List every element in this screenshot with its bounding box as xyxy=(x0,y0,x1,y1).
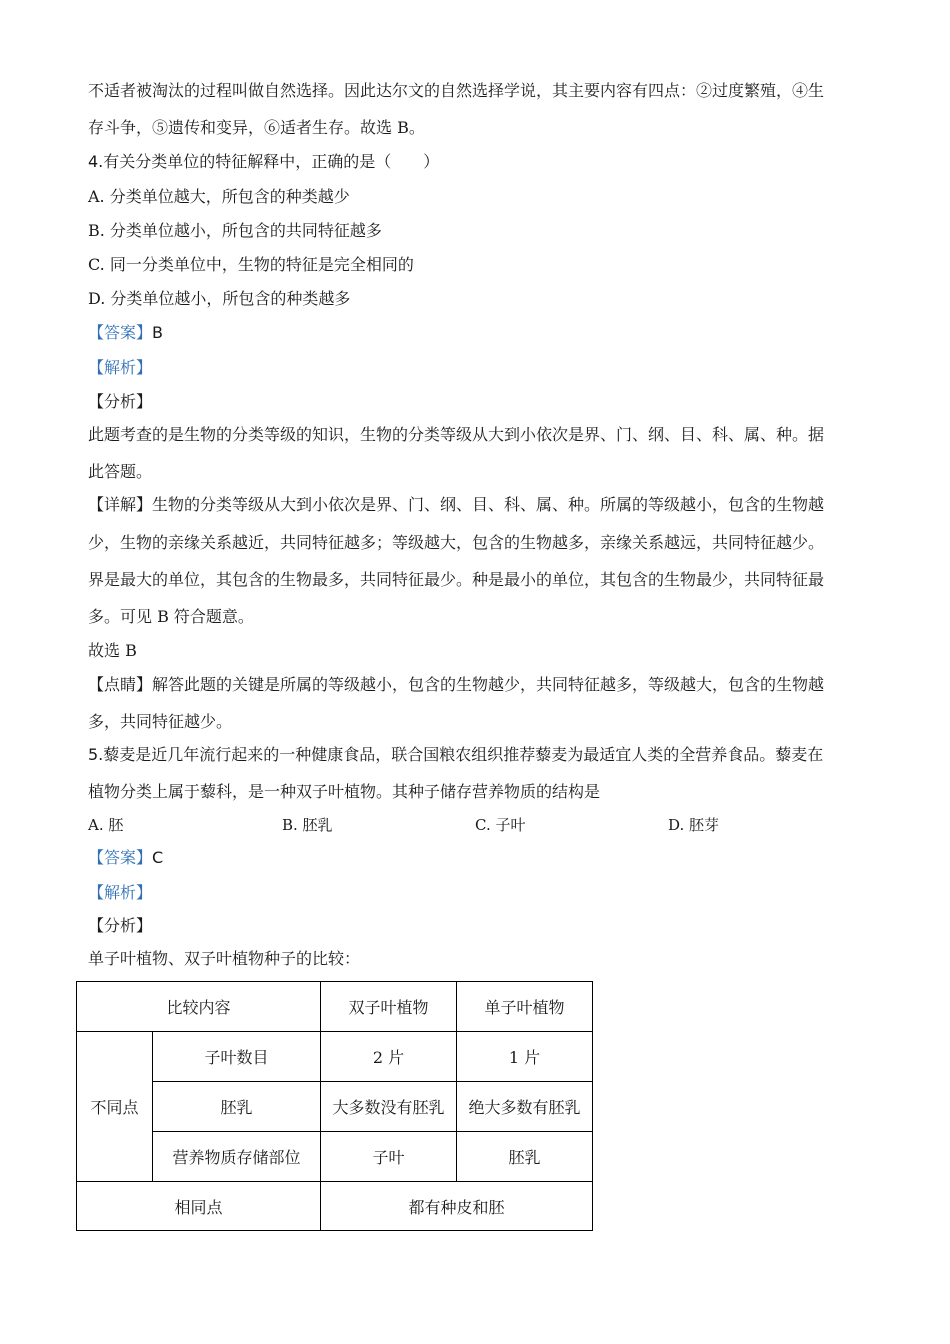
q4-answer xyxy=(88,323,163,343)
question-text: 有关分类单位的特征解释中，正确的是（ ） xyxy=(103,152,440,171)
question-4-stem xyxy=(88,152,439,172)
table-cell: 子叶数目 xyxy=(153,1032,321,1082)
table-row xyxy=(77,1082,593,1132)
question-text: 藜麦是近几年流行起来的一种健康食品，联合国粮农组织推荐藜麦为最适宜人类的全营养食品。藜麦在 xyxy=(103,745,824,764)
q4-fenxi-line-1: 此题考查的是生物的分类等级的知识，生物的分类等级从大到小依次是界、门、纲、目、科、属、种。据 xyxy=(88,425,825,444)
table-cell: 营养物质存储部位 xyxy=(153,1132,321,1182)
q4-detail-line-3: 界是最大的单位，其包含的生物最多，共同特征最少。种是最小的单位，其包含的生物最少，共同特征最 xyxy=(88,570,825,589)
diff-label-cell: 不同点 xyxy=(77,1032,153,1182)
table-cell: 胚乳 xyxy=(153,1082,321,1132)
answer-tag: 【答案】 xyxy=(88,848,153,867)
table-header-cell: 比较内容 xyxy=(77,982,321,1032)
question-number: 4. xyxy=(88,152,104,171)
table-cell: 胚乳 xyxy=(457,1132,593,1182)
q5-fenxi-tag: 【分析】 xyxy=(88,916,153,935)
q5-option-d: D. 胚芽 xyxy=(668,816,720,834)
same-label-cell: 相同点 xyxy=(77,1182,321,1231)
table-row xyxy=(77,1182,593,1231)
table-row xyxy=(77,1032,593,1082)
table-header-cell: 双子叶植物 xyxy=(321,982,457,1032)
q5-answer xyxy=(88,848,163,868)
table-header-cell: 单子叶植物 xyxy=(457,982,593,1032)
q4-option-a: A. 分类单位越大，所包含的种类越少 xyxy=(88,187,350,206)
q4-detail-line-2: 少，生物的亲缘关系越近，共同特征越多；等级越大，包含的生物越多，亲缘关系越远，共同特征越少。 xyxy=(88,533,825,552)
table-cell: 绝大多数有胚乳 xyxy=(457,1082,593,1132)
question-5-stem-line-1 xyxy=(88,745,823,765)
q4-guxuan: 故选 B xyxy=(88,641,137,660)
q5-compare-intro: 单子叶植物、双子叶植物种子的比较： xyxy=(88,949,361,968)
answer-value: C xyxy=(152,848,164,867)
q4-tip-line-2: 多，共同特征越少。 xyxy=(88,712,233,731)
same-value-cell: 都有种皮和胚 xyxy=(321,1182,593,1231)
table-cell: 子叶 xyxy=(321,1132,457,1182)
table-cell: 2 片 xyxy=(321,1032,457,1082)
answer-value: B xyxy=(152,323,163,342)
q4-option-d: D. 分类单位越小，所包含的种类越多 xyxy=(88,289,351,308)
q4-option-c: C. 同一分类单位中，生物的特征是完全相同的 xyxy=(88,255,414,274)
intro-line-2: 存斗争，⑤遗传和变异，⑥适者生存。故选 B。 xyxy=(88,118,425,137)
table-row xyxy=(77,1132,593,1182)
table-cell: 1 片 xyxy=(457,1032,593,1082)
q4-fenxi-tag: 【分析】 xyxy=(88,392,153,411)
table-cell: 大多数没有胚乳 xyxy=(321,1082,457,1132)
q5-option-c: C. 子叶 xyxy=(475,816,526,834)
q5-option-b: B. 胚乳 xyxy=(282,816,333,834)
intro-line-1: 不适者被淘汰的过程叫做自然选择。因此达尔文的自然选择学说，其主要内容有四点：②过度繁殖，④生 xyxy=(88,81,825,100)
q4-detail-line-1: 【详解】生物的分类等级从大到小依次是界、门、纲、目、科、属、种。所属的等级越小，包含的生物越 xyxy=(88,495,825,514)
answer-tag: 【答案】 xyxy=(88,323,153,342)
question-5-stem-line-2: 植物分类上属于藜科，是一种双子叶植物。其种子储存营养物质的结构是 xyxy=(88,782,601,801)
q5-jiexi-tag: 【解析】 xyxy=(88,883,153,902)
question-number: 5. xyxy=(88,745,104,764)
q4-fenxi-line-2: 此答题。 xyxy=(88,462,153,481)
table-header-row xyxy=(77,982,593,1032)
q5-option-a: A. 胚 xyxy=(88,816,124,834)
q4-option-b: B. 分类单位越小，所包含的共同特征越多 xyxy=(88,221,382,240)
seed-comparison-table xyxy=(76,981,593,1231)
q4-detail-line-4: 多。可见 B 符合题意。 xyxy=(88,607,254,626)
q4-jiexi-tag: 【解析】 xyxy=(88,358,153,377)
q4-tip-line-1: 【点睛】解答此题的关键是所属的等级越小，包含的生物越少，共同特征越多，等级越大，包含的生物越 xyxy=(88,675,825,694)
